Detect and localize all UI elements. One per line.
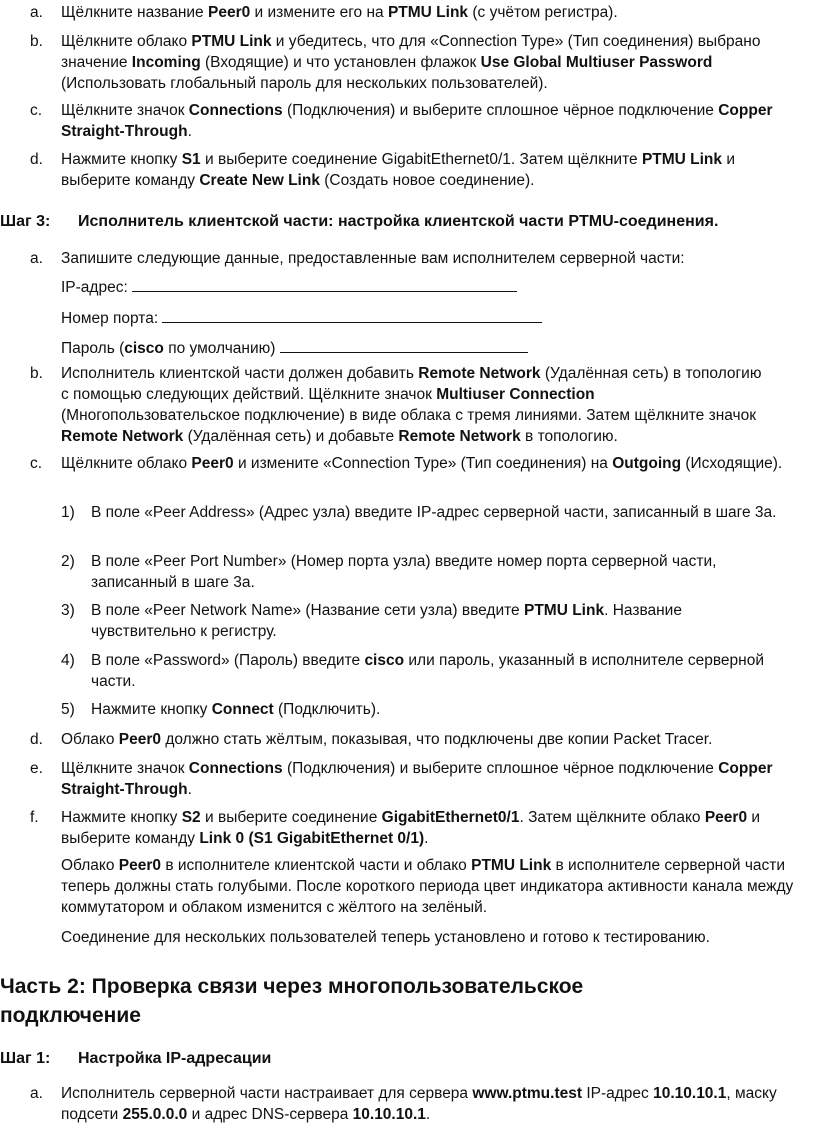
item-letter: d. (30, 151, 43, 168)
bold-term: Use Global Multiuser Password (480, 54, 713, 71)
bold-term: www.ptmu.test (472, 1085, 583, 1102)
text-run: . (187, 123, 192, 140)
text-run: в топологию. (520, 428, 618, 445)
text-run: Номер порта: (61, 310, 163, 327)
item-letter: a. (30, 250, 43, 267)
text-run: и выберите соединение (200, 809, 382, 826)
text-run: , маску подсети (61, 1085, 777, 1123)
bold-term: Connections (188, 102, 283, 119)
subitem-2 (91, 551, 791, 593)
blank-line[interactable] (132, 276, 517, 292)
text-run: IP-адрес: (61, 279, 133, 296)
status-note (61, 855, 806, 918)
bold-term: S2 (181, 809, 201, 826)
text-run: и выберите команду (61, 809, 761, 847)
field-label (61, 310, 162, 327)
subitem-4 (91, 650, 791, 692)
port-number-field (61, 307, 542, 329)
text-run: по умолчанию) (163, 340, 280, 357)
bold-term: Incoming (131, 54, 201, 71)
blank-line[interactable] (280, 337, 528, 353)
text-run: В поле «Peer Port Number» (Номер порта узла) введите номер порта серверной части, записанный в шаге 3a. (91, 553, 717, 591)
text-run: (Удалённая сеть) в топологию с помощью следующих действий. Щёлкните значок (61, 365, 762, 403)
bold-term: Copper Straight-Through (61, 102, 773, 140)
bold-term: Outgoing (612, 455, 682, 472)
bold-term: PTMU Link (641, 151, 723, 168)
bold-term: Remote Network (398, 428, 521, 445)
bold-term: 10.10.10.1 (352, 1106, 426, 1123)
field-label (61, 279, 132, 296)
text-run: . (187, 781, 192, 798)
step-label: Шаг 3: (0, 213, 51, 230)
text-run: В поле «Peer Network Name» (Название сети узла) введите (91, 602, 524, 619)
bold-term: Remote Network (418, 365, 541, 382)
text-run: (Подключить). (273, 701, 381, 718)
bold-term: Remote Network (61, 428, 184, 445)
text-run: . (425, 1106, 431, 1123)
item-letter: b. (30, 365, 43, 382)
step-title: Настройка IP-адресации (78, 1050, 272, 1067)
bold-term: Copper Straight-Through (61, 760, 773, 798)
ready-note: Соединение для нескольких пользователей теперь установлено и готово к тестированию. (61, 929, 710, 946)
text-run: Щёлкните значок (61, 760, 189, 777)
subitem-number: 4) (61, 652, 75, 669)
text-run: должно стать жёлтым, показывая, что подключены две копии Packet Tracer. (161, 731, 713, 748)
subitem-1 (91, 502, 811, 523)
text-run: (Подключения) и выберите сплошное чёрное подключение (282, 760, 719, 777)
field-label (61, 340, 280, 357)
step3-item-e (61, 758, 801, 800)
item-letter: a. (30, 1085, 43, 1102)
bold-term: Link 0 (S1 GigabitEthernet 0/1) (199, 830, 425, 847)
text-run: (Многопользовательское подключение) в виде облака с тремя линиями. Затем щёлкните значок (61, 407, 757, 424)
text-run: (Подключения) и выберите сплошное чёрное подключение (282, 102, 719, 119)
bold-term: Connections (188, 760, 283, 777)
bold-term: Peer0 (704, 809, 748, 826)
text-run: и выберите команду (61, 151, 735, 189)
bold-term: cisco (364, 652, 405, 669)
text-run: . Затем щёлкните облако (519, 809, 705, 826)
bold-term: Peer0 (118, 731, 162, 748)
subitem-number: 5) (61, 701, 75, 718)
bold-term: Connect (211, 701, 274, 718)
bold-term: PTMU Link (471, 857, 552, 874)
text-run: IP-адрес (582, 1085, 654, 1102)
text-run: Щёлкните облако (61, 455, 192, 472)
text-run: Исполнитель серверной части настраивает для сервера (61, 1085, 473, 1102)
bold-term: Peer0 (191, 455, 234, 472)
subitem-number: 3) (61, 602, 75, 619)
step3-item-a: Запишите следующие данные, предоставленные вам исполнителем серверной части: (61, 250, 685, 267)
bold-term: Create New Link (199, 172, 320, 189)
text-run: Исполнитель клиентской части должен добавить (61, 365, 419, 382)
text-run: . Название чувствительно к регистру. (91, 602, 682, 640)
bold-term: 255.0.0.0 (122, 1106, 188, 1123)
item-letter: c. (30, 102, 43, 119)
subitem-number: 1) (61, 504, 75, 521)
text-run: в исполнителе клиентской части и облако (161, 857, 472, 874)
bold-term: Multiuser Connection (436, 386, 595, 403)
text-run: В поле «Peer Address» (Адрес узла) введите IP-адрес серверной части, записанный в шаге 3a. (91, 504, 777, 521)
item-letter: f. (30, 809, 39, 826)
text-run: Щёлкните название (61, 4, 208, 21)
item-letter: d. (30, 731, 43, 748)
text-run: Облако (61, 857, 119, 874)
bold-term: GigabitEthernet0/1 (381, 809, 520, 826)
text-run: Щёлкните облако (61, 33, 192, 50)
subitem-3 (91, 600, 791, 642)
subitem-number: 2) (61, 553, 75, 570)
text-run: и выберите соединение GigabitEthernet0/1. Затем щёлкните (200, 151, 642, 168)
bold-term: PTMU Link (191, 33, 272, 50)
text-run: в исполнителе серверной части теперь должны стать голубыми. После короткого периода цвет индикатора активности канала между коммутатором и облаком изменится с жёлтого на зелёный. (61, 857, 794, 916)
text-run: или пароль, указанный в исполнителе серверной части. (91, 652, 764, 690)
item-letter: e. (30, 760, 43, 777)
bold-term: 10.10.10.1 (653, 1085, 727, 1102)
item-letter: a. (30, 4, 43, 21)
text-run: (Создать новое соединение). (319, 172, 535, 189)
text-run: Нажмите кнопку (91, 701, 212, 718)
step2-item-c (61, 100, 806, 142)
text-run: (Входящие) и что установлен флажок (200, 54, 481, 71)
bold-term: PTMU Link (387, 4, 469, 21)
text-run: (с учётом регистра). (468, 4, 618, 21)
bold-term: Peer0 (208, 4, 251, 21)
text-run: В поле «Password» (Пароль) введите (91, 652, 365, 669)
bold-term: Peer0 (118, 857, 162, 874)
text-run: Пароль ( (61, 340, 125, 357)
text-run: и измените «Connection Type» (Тип соединения) на (233, 455, 613, 472)
bold-term: cisco (124, 340, 164, 357)
part-title: Часть 2: Проверка связи через многопользовательское подключение (0, 975, 584, 1027)
text-run: (Исходящие). (681, 455, 783, 472)
step3-item-c (61, 453, 806, 474)
item-letter: b. (30, 33, 43, 50)
ip-address-field (61, 276, 517, 298)
password-field (61, 337, 528, 359)
step3-item-b (61, 363, 773, 447)
text-run: Нажмите кнопку (61, 809, 182, 826)
bold-term: S1 (181, 151, 201, 168)
subitem-5 (91, 699, 791, 720)
text-run: (Использовать глобальный пароль для нескольких пользователей). (61, 75, 548, 92)
bold-term: PTMU Link (523, 602, 605, 619)
step2-item-b (61, 31, 796, 94)
step3-item-d (61, 729, 806, 750)
step3-item-f (61, 807, 809, 849)
text-run: и измените его на (250, 4, 388, 21)
blank-line[interactable] (162, 307, 542, 323)
step-label: Шаг 1: (0, 1050, 51, 1067)
item-letter: c. (30, 455, 43, 472)
part2-item-a (61, 1083, 801, 1125)
step-title: Исполнитель клиентской части: настройка клиентской части PTMU-соединения. (78, 213, 719, 230)
text-run: Нажмите кнопку (61, 151, 182, 168)
text-run: (Удалённая сеть) и добавьте (183, 428, 399, 445)
text-run: и убедитесь, что для «Connection Type» (Тип соединения) выбрано значение (61, 33, 761, 71)
text-run: . (424, 830, 429, 847)
text-run: и адрес DNS-сервера (187, 1106, 353, 1123)
step2-item-d (61, 149, 806, 191)
text-run: Облако (61, 731, 119, 748)
step2-item-a (61, 2, 806, 23)
text-run: Щёлкните значок (61, 102, 189, 119)
